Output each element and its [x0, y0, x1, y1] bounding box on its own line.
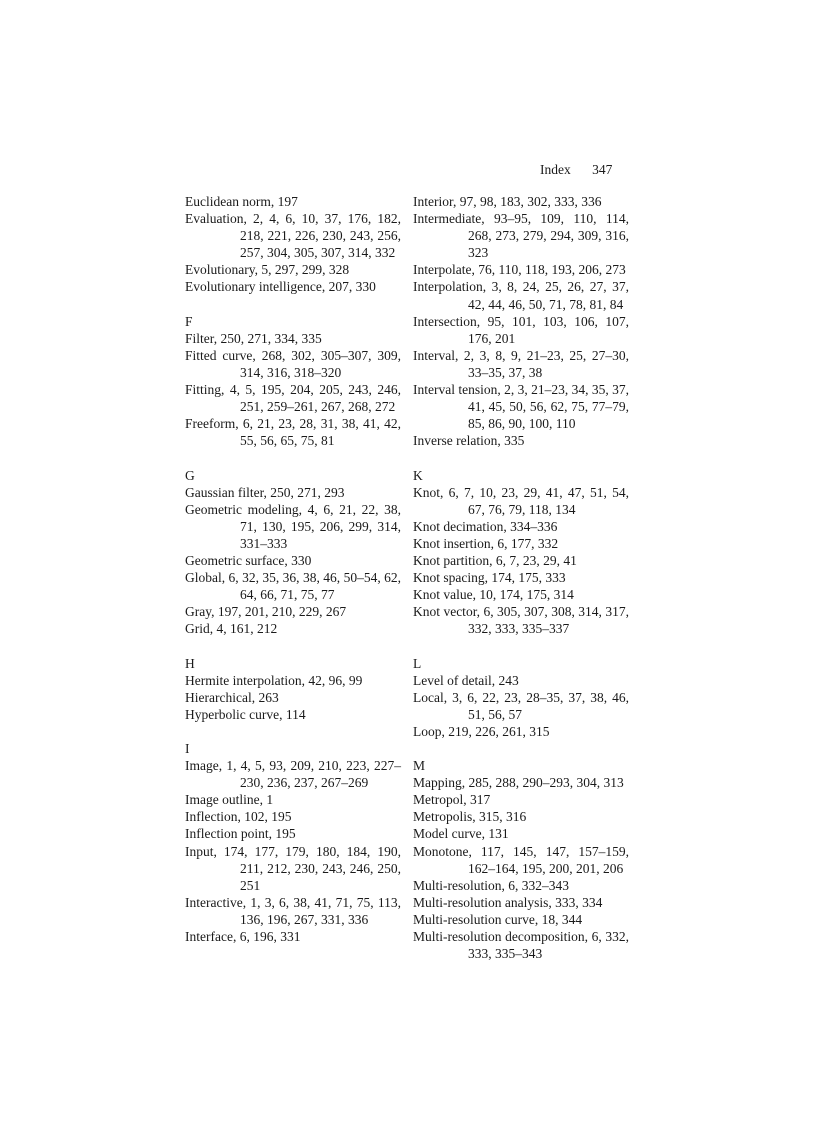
index-entry: Multi-resolution, 6, 332–343 [413, 877, 569, 893]
index-entry: Image outline, 1 [185, 792, 274, 808]
index-entry: Multi-resolution analysis, 333, 334 [413, 894, 603, 910]
index-entry: Inflection, 102, 195 [185, 809, 292, 825]
index-section [185, 740, 401, 945]
index-entry: Image, 1, 4, 5, 93, 209, 210, 223, 227–230, 236, 237, 267–269 [185, 758, 401, 791]
index-entry: Interior, 97, 98, 183, 302, 333, 336 [413, 194, 602, 209]
index-entry: Evolutionary, 5, 297, 299, 328 [185, 262, 350, 278]
index-section [413, 655, 629, 740]
index-entry: Interval tension, 2, 3, 21–23, 34, 35, 37, 41, 45, 50, 56, 62, 75, 77–79, 85, 86, 90, 100, 110 [413, 382, 629, 432]
section-letter: I [185, 741, 190, 756]
section-letter: G [185, 467, 195, 483]
section-letter: L [413, 655, 422, 671]
index-entry: Evaluation, 2, 4, 6, 10, 37, 176, 182, 218, 221, 226, 230, 243, 256, 257, 304, 305, 307, 314, 332 [185, 211, 401, 261]
running-head [540, 161, 630, 196]
index-entry: Intersection, 95, 101, 103, 106, 107, 176, 201 [413, 313, 629, 346]
index-section [413, 193, 629, 449]
index-entry: Interface, 6, 196, 331 [185, 929, 301, 945]
index-entry: Fitted curve, 268, 302, 305–307, 309, 314, 316, 318–320 [185, 347, 401, 380]
index-entry: Freeform, 6, 21, 23, 28, 31, 38, 41, 42, 55, 56, 65, 75, 81 [185, 416, 401, 449]
index-entry: Geometric modeling, 4, 6, 21, 22, 38, 71, 130, 195, 206, 299, 314, 331–333 [185, 501, 401, 551]
index-entry: Euclidean norm, 197 [185, 194, 298, 209]
index-entry: Hierarchical, 263 [185, 689, 279, 705]
index-entry: Interpolation, 3, 8, 24, 25, 26, 27, 37, 42, 44, 46, 50, 71, 78, 81, 84 [413, 279, 629, 312]
index-entry: Knot insertion, 6, 177, 332 [413, 535, 559, 551]
index-entry: Interval, 2, 3, 8, 9, 21–23, 25, 27–30, 33–35, 37, 38 [413, 347, 629, 380]
index-entry: Knot spacing, 174, 175, 333 [413, 570, 566, 586]
section-letter: M [413, 758, 426, 774]
index-section [185, 193, 401, 296]
index-entry: Metropol, 317 [413, 792, 491, 808]
index-entry: Grid, 4, 161, 212 [185, 621, 278, 637]
index-entry: Multi-resolution decomposition, 6, 332, 333, 335–343 [413, 929, 629, 962]
index-section [185, 467, 401, 638]
section-letter: F [185, 313, 193, 329]
index-entry: Model curve, 131 [413, 826, 509, 842]
index-entry: Inverse relation, 335 [413, 433, 525, 449]
index-entry: Geometric surface, 330 [185, 552, 312, 568]
index-section [185, 655, 401, 723]
running-head-section: Index [540, 162, 571, 177]
index-entry: Multi-resolution curve, 18, 344 [413, 911, 583, 927]
index-entry: Filter, 250, 271, 334, 335 [185, 330, 322, 346]
section-letter: K [413, 467, 423, 483]
page-number: 347 [592, 162, 613, 177]
index-entry: Interactive, 1, 3, 6, 38, 41, 71, 75, 113, 136, 196, 267, 331, 336 [185, 894, 401, 927]
index-entry: Inflection point, 195 [185, 826, 296, 842]
index-entry: Evolutionary intelligence, 207, 330 [185, 279, 376, 295]
index-entry: Level of detail, 243 [413, 672, 519, 688]
index-column-left [185, 193, 401, 962]
index-entry: Global, 6, 32, 35, 36, 38, 46, 50–54, 62, 64, 66, 71, 75, 77 [185, 570, 401, 603]
index-entry: Input, 174, 177, 179, 180, 184, 190, 211, 212, 230, 243, 246, 250, 251 [185, 843, 401, 893]
index-entry: Gray, 197, 201, 210, 229, 267 [185, 604, 347, 620]
index-entry: Gaussian filter, 250, 271, 293 [185, 484, 345, 500]
index-entry: Knot decimation, 334–336 [413, 518, 558, 534]
index-entry: Intermediate, 93–95, 109, 110, 114, 268, 273, 279, 294, 309, 316, 323 [413, 211, 629, 261]
index-entry: Knot vector, 6, 305, 307, 308, 314, 317, 332, 333, 335–337 [413, 604, 629, 637]
index-entry: Hermite interpolation, 42, 96, 99 [185, 672, 363, 688]
section-letter: H [185, 655, 195, 671]
index-entry: Metropolis, 315, 316 [413, 809, 527, 825]
index-column-right [413, 193, 629, 979]
index-entry: Local, 3, 6, 22, 23, 28–35, 37, 38, 46, 51, 56, 57 [413, 689, 629, 722]
index-section [413, 467, 629, 638]
index-entry: Knot, 6, 7, 10, 23, 29, 41, 47, 51, 54, 67, 76, 79, 118, 134 [413, 484, 629, 517]
index-entry: Loop, 219, 226, 261, 315 [413, 723, 550, 739]
index-entry: Mapping, 285, 288, 290–293, 304, 313 [413, 775, 624, 791]
index-entry: Knot partition, 6, 7, 23, 29, 41 [413, 552, 577, 568]
index-section [185, 313, 401, 450]
index-entry: Interpolate, 76, 110, 118, 193, 206, 273 [413, 262, 626, 278]
index-entry: Fitting, 4, 5, 195, 204, 205, 243, 246, 251, 259–261, 267, 268, 272 [185, 382, 401, 415]
index-entry: Knot value, 10, 174, 175, 314 [413, 587, 574, 603]
index-entry: Hyperbolic curve, 114 [185, 706, 306, 722]
index-entry: Monotone, 117, 145, 147, 157–159, 162–164, 195, 200, 201, 206 [413, 843, 629, 876]
index-section [413, 757, 629, 962]
